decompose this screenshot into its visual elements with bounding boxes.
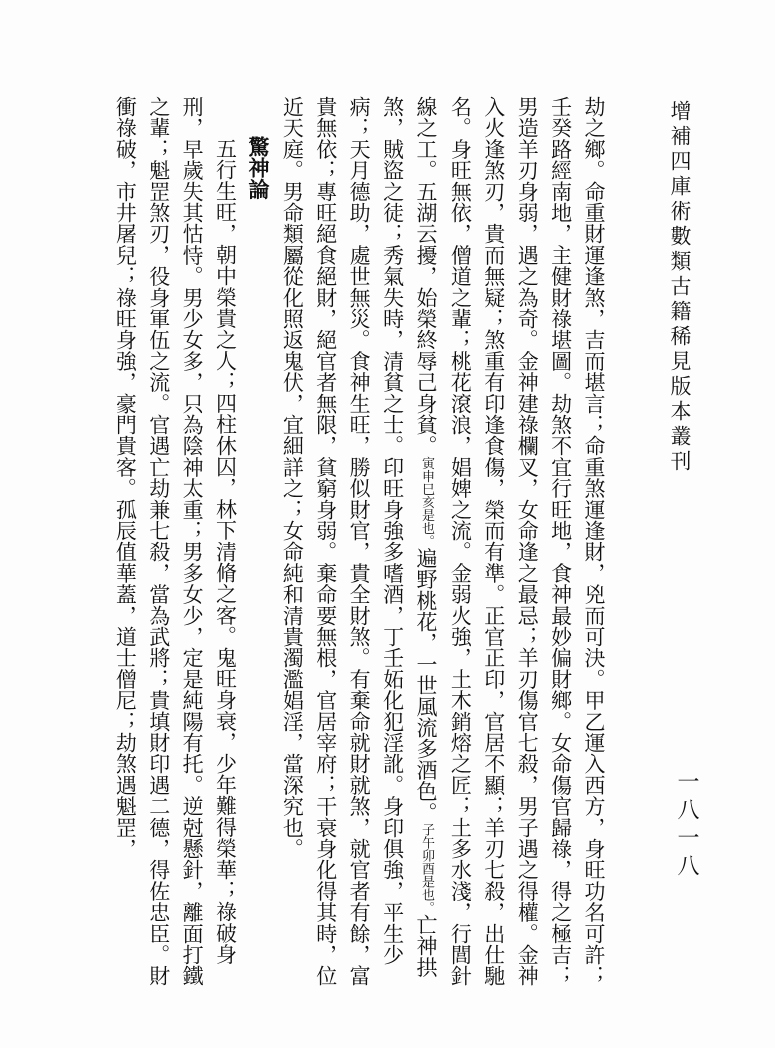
text-segment: 遍野桃花，一世風流多酒色。 bbox=[413, 547, 438, 824]
text-segment: 亡神拱煞，賊盜之徒；秀氣失時，清貧之士。印旺身強多嗜酒，丁壬妬化犯淫訛。身印俱強，平生少病；天月德助，處世無災。食神生旺，勝似財官，貴全財煞。有棄命就財就煞，就官者有餘，富貴無依；專旺絕食絕財，絕官者無限，貧窮身弱。棄命要無根，官居宰府；干衰身化得其時，位近天庭。男命類屬從化照返鬼伏，宜細詳之；女命純和清貴濁濫娼淫，當深究也。 bbox=[280, 96, 438, 987]
page-number: 一八一八 bbox=[674, 770, 699, 882]
text-segment: 劫之鄉。命重財運逢煞，吉而堪言；命重煞運逢財，兇而可決。甲乙運入西方，身旺功名可許；壬癸路經南地，主健財祿堪圖。劫煞不宜行旺地，食神最妙偏財鄉。女命傷官歸祿，得之極吉；男造羊刃身弱，遇之為奇。金神建祿欄叉，女命逢之最忌；羊刃傷官七殺，男子遇之得權。金神入火逢煞刃，貴而無疑；煞重有印逢食傷，榮而有準。正官正印，官居不顯；羊刃七殺，出仕馳名。身旺無依，僧道之輩；桃花滾浪，娼婢之流。金弱火強，土木銷熔之匠；土多水淺，行閭針線之工。五湖云擾，始榮終辱己身貧。 bbox=[413, 96, 606, 987]
section-paragraph: 五行生旺，朝中榮貴之人；四柱休囚，林下清脩之客。鬼旺身衰，少年難得榮華；祿破身刑，早歲失其怙恃。男少女多，只為陰神太重；男多女少，定是純陽有托。逆尅懸針，離面打鐵之輩；魁罡煞刃，役身軍伍之流。官遇亡劫兼七殺，當為武將；貴填財印遇二德，得佐忠臣。財衝祿破，市井屠兒；祿旺身強，豪門貴客。孤辰值華蓋，道士僧尼；劫煞遇魁罡， bbox=[113, 96, 238, 987]
main-text-block bbox=[108, 96, 610, 996]
previous-section-paragraph bbox=[275, 96, 610, 996]
running-header: 增補四庫術數類古籍稀見版本叢刊 bbox=[668, 100, 692, 475]
section-title: 驚神論 bbox=[245, 135, 271, 200]
interlinear-note: 寅申巳亥是也。 bbox=[418, 456, 434, 548]
interlinear-note: 子午卯酉是也。 bbox=[418, 823, 434, 915]
